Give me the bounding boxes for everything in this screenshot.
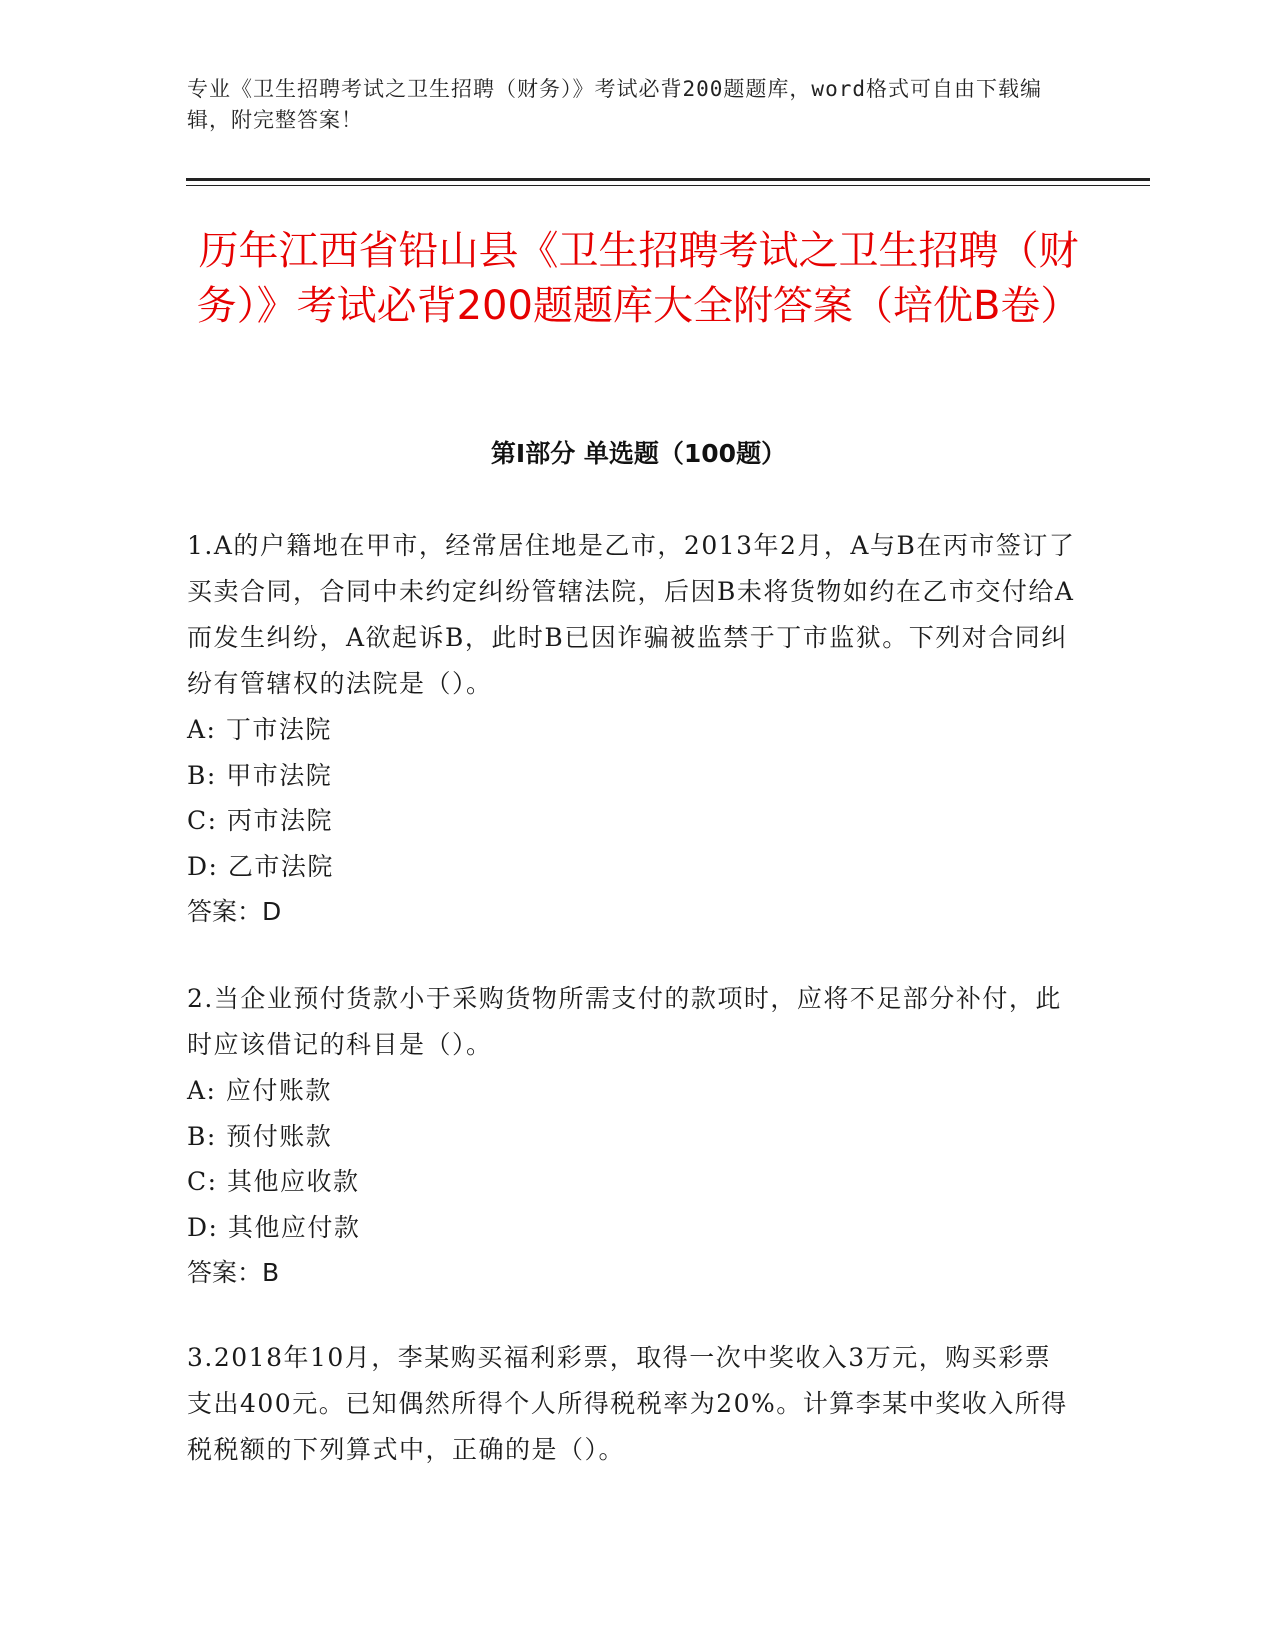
option-a: A: 应付账款	[187, 1076, 332, 1105]
header-note: 专业《卫生招聘考试之卫生招聘（财务）》考试必背200题题库，word格式可自由下载编辑，附完整答案！	[187, 77, 1042, 132]
answer: 答案：D	[187, 897, 282, 926]
option-c: C: 其他应收款	[187, 1167, 360, 1196]
option-d: D: 乙市法院	[187, 851, 334, 881]
option-d: D: 其他应付款	[187, 1212, 361, 1242]
option-b: B: 预付账款	[187, 1121, 333, 1151]
question-stem: 3.2018年10月，李某购买福利彩票，取得一次中奖收入3万元，购买彩票支出400元。已知偶然所得个人所得税税率为20%。计算李某中奖收入所得税税额的下列算式中，正确的是（）。	[187, 1343, 1068, 1464]
question-2	[187, 976, 1077, 1296]
header-divider-thin	[186, 185, 1150, 186]
option-c: C: 丙市法院	[187, 806, 333, 835]
answer: 答案：B	[187, 1258, 280, 1287]
document-title: 历年江西省铅山县《卫生招聘考试之卫生招聘（财务）》考试必背200题题库大全附答案（培优B卷）	[196, 228, 1081, 329]
option-a: A: 丁市法院	[187, 715, 332, 744]
question-stem: 1.A的户籍地在甲市，经常居住地是乙市，2013年2月，A与B在丙市签订了买卖合同，合同中未约定纠纷管辖法院，后因B未将货物如约在乙市交付给A而发生纠纷，A欲起诉B，此时B已因诈骗被监禁于丁市监狱。下列对合同纠纷有管辖权的法院是（）。	[187, 531, 1076, 698]
option-b: B: 甲市法院	[187, 760, 333, 790]
header-divider-thick	[186, 178, 1150, 181]
question-1	[187, 523, 1077, 935]
question-3	[187, 1335, 1077, 1473]
section-heading: 第I部分 单选题（100题）	[490, 439, 787, 468]
question-stem: 2.当企业预付货款小于采购货物所需支付的款项时，应将不足部分补付，此时应该借记的科目是（）。	[187, 984, 1062, 1059]
